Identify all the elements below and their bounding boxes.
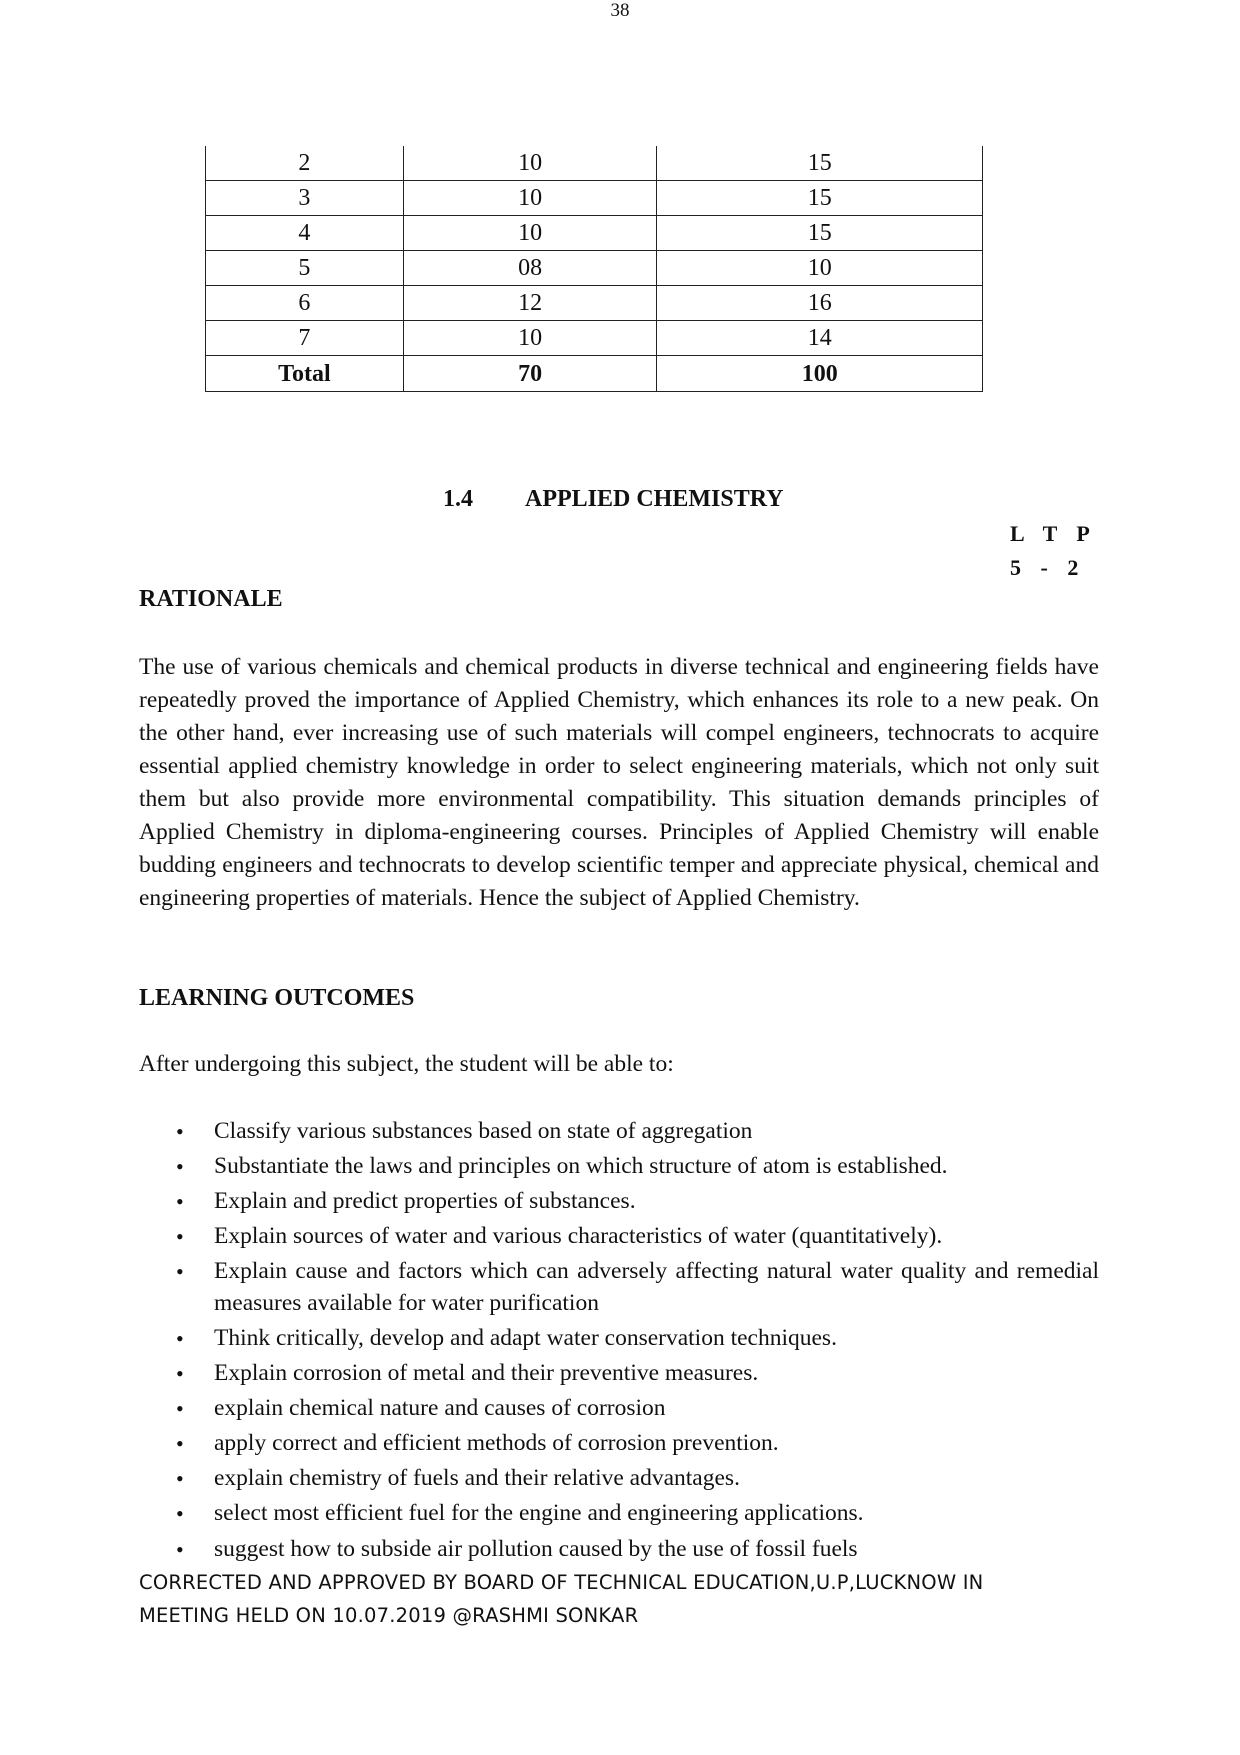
marks-table <box>205 146 983 392</box>
footer-line: MEETING HELD ON 10.07.2019 @RASHMI SONKAR <box>139 1604 639 1627</box>
list-item-text: select most efficient fuel for the engine and engineering applications. <box>214 1500 864 1527</box>
table-cell: 15 <box>657 181 983 216</box>
list-item-text: explain chemistry of fuels and their relative advantages. <box>214 1465 740 1492</box>
table-row <box>206 251 983 286</box>
table-cell: 3 <box>206 181 404 216</box>
learning-outcomes-intro: After undergoing this subject, the student will be able to: <box>139 1051 674 1077</box>
table-cell: 16 <box>657 286 983 321</box>
table-cell: 12 <box>403 286 657 321</box>
ltp-values: 5 - 2 <box>1010 555 1079 580</box>
table-cell: 2 <box>206 146 404 181</box>
list-item <box>139 1428 1099 1460</box>
ltp-header: L T P <box>1010 521 1090 546</box>
subject-title: APPLIED CHEMISTRY <box>525 486 784 512</box>
list-item <box>139 1151 1099 1183</box>
rationale-heading: RATIONALE <box>139 586 283 612</box>
learning-outcomes-heading: LEARNING OUTCOMES <box>139 985 415 1011</box>
bullet-icon: • <box>176 1224 184 1250</box>
bullet-icon: • <box>176 1361 184 1387</box>
list-item-text: Classify various substances based on state of aggregation <box>214 1118 753 1144</box>
list-item-text: apply correct and efficient methods of corrosion prevention. <box>214 1430 779 1457</box>
bullet-icon: • <box>176 1119 184 1144</box>
table-cell: 10 <box>403 321 657 356</box>
table-cell: 10 <box>403 181 657 216</box>
footer-line: CORRECTED AND APPROVED BY BOARD OF TECHNICAL EDUCATION,U.P,LUCKNOW IN <box>139 1571 984 1594</box>
table-row <box>206 286 983 321</box>
list-item-text: Explain and predict properties of substances. <box>214 1188 636 1215</box>
list-item <box>139 1393 1099 1425</box>
list-item-text: Explain sources of water and various characteristics of water (quantitatively). <box>214 1223 943 1250</box>
table-cell: 10 <box>403 146 657 181</box>
table-cell: Total <box>206 356 404 392</box>
approval-footer <box>139 1566 983 1632</box>
list-item <box>139 1534 1099 1566</box>
list-item <box>139 1358 1099 1390</box>
table-cell: 15 <box>657 146 983 181</box>
table-cell: 14 <box>657 321 983 356</box>
table-total-row <box>206 356 983 392</box>
table-row <box>206 146 983 181</box>
bullet-icon: • <box>176 1431 184 1457</box>
list-item <box>139 1256 1099 1319</box>
list-item <box>139 1221 1099 1253</box>
table-cell: 6 <box>206 286 404 321</box>
table-cell: 08 <box>403 251 657 286</box>
table-row <box>206 216 983 251</box>
bullet-icon: • <box>176 1501 184 1527</box>
list-item-text: Substantiate the laws and principles on which structure of atom is established. <box>214 1153 948 1180</box>
table-cell: 5 <box>206 251 404 286</box>
table-cell: 10 <box>657 251 983 286</box>
table-cell: 4 <box>206 216 404 251</box>
learning-outcomes-list <box>139 1116 1099 1569</box>
bullet-icon: • <box>176 1154 184 1180</box>
table-cell: 7 <box>206 321 404 356</box>
rationale-text: The use of various chemicals and chemical products in diverse technical and engineering fields have repeatedly proved the importance of Applied Chemistry, which enhances its role to a new peak. On the other hand, ever increasing use of such materials will compel engineers, technocrats to acquire essential applied chemistry knowledge in order to select engineering materials, which not only suit them but also provide more environmental compatibility. This situation demands principles of Applied Chemistry in diploma-engineering courses. Principles of Applied Chemistry will enable budding engineers and technocrats to develop scientific temper and appreciate physical, chemical and engineering properties of materials. Hence the subject of Applied Chemistry. <box>139 654 1099 911</box>
list-item-text: explain chemical nature and causes of corrosion <box>214 1395 666 1422</box>
page-number: 38 <box>610 0 630 21</box>
table-cell: 100 <box>657 356 983 392</box>
list-item-text: Explain cause and factors which can adversely affecting natural water quality and remedial measures available for water purification <box>214 1258 1099 1316</box>
table-row <box>206 321 983 356</box>
bullet-icon: • <box>176 1325 184 1351</box>
list-item <box>139 1463 1099 1495</box>
list-item-text: suggest how to subside air pollution caused by the use of fossil fuels <box>214 1535 858 1562</box>
list-item-text: Think critically, develop and adapt water conservation techniques. <box>214 1324 837 1351</box>
list-item <box>139 1498 1099 1530</box>
list-item <box>139 1186 1099 1218</box>
list-item <box>139 1116 1099 1148</box>
table-cell: 70 <box>403 356 657 392</box>
bullet-icon: • <box>176 1189 184 1215</box>
bullet-icon: • <box>176 1536 184 1562</box>
bullet-icon: • <box>176 1466 184 1492</box>
bullet-icon: • <box>176 1396 184 1422</box>
bullet-icon: • <box>176 1259 184 1285</box>
list-item <box>139 1323 1099 1355</box>
subject-number: 1.4 <box>443 486 473 512</box>
table-cell: 10 <box>403 216 657 251</box>
table-row <box>206 181 983 216</box>
list-item-text: Explain corrosion of metal and their preventive measures. <box>214 1360 759 1387</box>
table-cell: 15 <box>657 216 983 251</box>
